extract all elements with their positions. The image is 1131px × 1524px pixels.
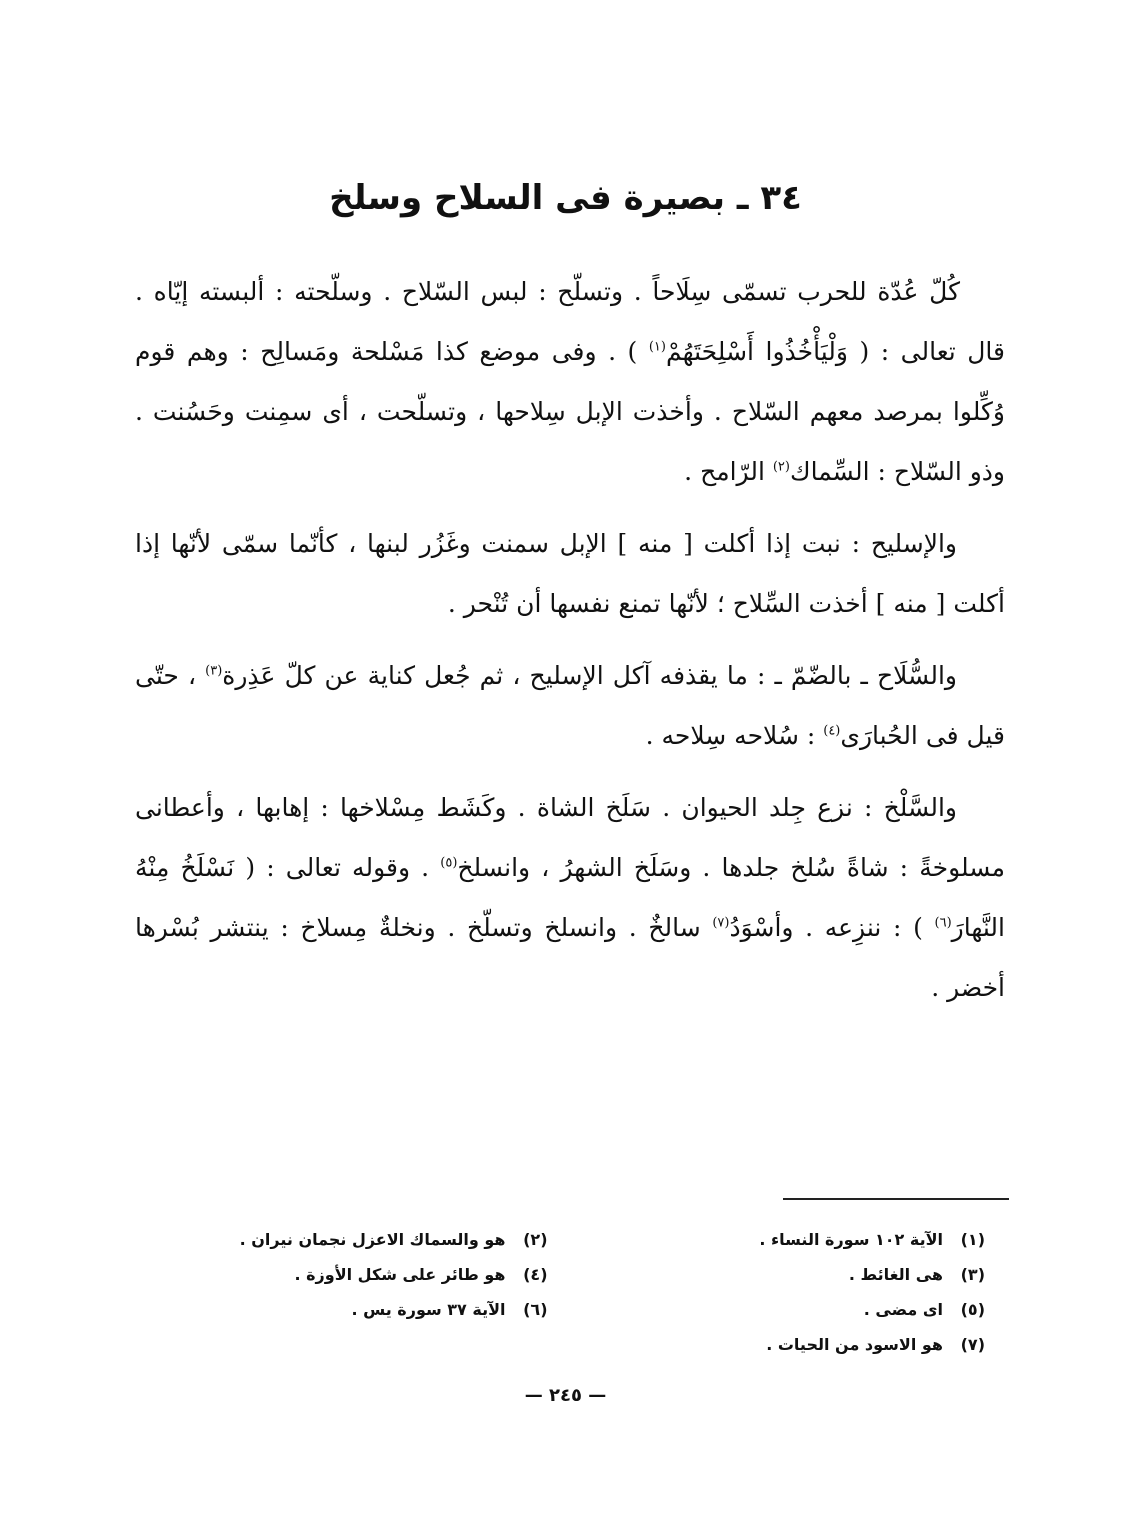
footnote-text: هو طائر على شكل الأوزة . bbox=[294, 1265, 506, 1284]
footnote-text: اى مضى . bbox=[863, 1300, 943, 1319]
footnote-text: هو الاسود من الحيات . bbox=[766, 1335, 943, 1354]
footnote-item bbox=[150, 1292, 548, 1327]
body-paragraph bbox=[135, 262, 1005, 502]
paragraph-text: كُلّ عُدّة للحرب تسمّى سِلَاحاً . وتسلّح : لبس السّلاح . وسلّحته : ألبسته إيّاه . قال تعالى : ( وَلْيَأْخُذُوا أَسْلِحَتَهُمْ bbox=[135, 277, 1005, 366]
footnote-text: الآية ٣٧ سورة يس . bbox=[351, 1300, 506, 1319]
body-paragraph bbox=[135, 514, 1005, 634]
paragraph-text: والسَّلْخ : نزع جِلد الحيوان . سَلَخ الشاة . وكَشَط مِسْلاخها : إهابها ، وأعطانى مسلوخةً : شاةً سُلخ جلدها . وسَلَخ الشهرُ ، وانسلخ bbox=[135, 793, 1005, 882]
footnote-separator bbox=[783, 1198, 1009, 1200]
footnote-reference: (٦) bbox=[934, 915, 952, 931]
footnote-item bbox=[588, 1222, 986, 1257]
footnote-text: الآية ١٠٢ سورة النساء . bbox=[759, 1230, 943, 1249]
paragraph-text: ) : ننزِعه . وأسْوَدُ bbox=[729, 913, 935, 942]
footnote-item bbox=[150, 1222, 548, 1257]
paragraph-text: سالخٌ . وانسلخ وتسلّخ . ونخلةٌ مِسلاخ : ينتشر بُسْرها أخضر . bbox=[135, 913, 1005, 1002]
footnote-reference: (١) bbox=[648, 339, 666, 355]
chapter-title: ٣٤ ـ بصيرة فى السلاح وسلخ bbox=[329, 178, 802, 218]
body-text bbox=[135, 262, 1005, 1030]
footnotes-right-column bbox=[588, 1222, 986, 1362]
paragraph-text: ) . وفى موضع كذا مَسْلحة ومَسالِح : وهم قوم وُكِّلوا بمرصد معهم السّلاح . وأخذت الإبل سِلاحها ، وتسلّحت ، أى سمِنت وحَسُنت . وذو السّلاح : السِّماك bbox=[135, 337, 1005, 486]
footnote-item bbox=[588, 1292, 986, 1327]
footnote-number: (١) bbox=[960, 1230, 985, 1249]
page-number: — ٢٤٥ — bbox=[524, 1385, 607, 1406]
paragraph-text: والإسليح : نبت إذا أكلت [ منه ] الإبل سمنت وغَزُر لبنها ، كأنّما سمّى لأنّها إذا أكلت [ منه ] أخذت السِّلاح ؛ لأنّها تمنع نفسها أن تُنْحر . bbox=[135, 529, 1005, 618]
paragraph-text: . وقوله تعالى : ( نَسْلَخُ مِنْهُ النَّهارَ bbox=[135, 853, 1005, 942]
paragraph-text: ، حتّى قيل فى الحُبارَى bbox=[135, 661, 1005, 750]
footnote-number: (٣) bbox=[960, 1265, 985, 1284]
body-paragraph bbox=[135, 646, 1005, 766]
paragraph-text: الرّامح . bbox=[684, 457, 773, 486]
footnote-reference: (٣) bbox=[205, 663, 223, 679]
footnotes bbox=[150, 1222, 985, 1362]
footnote-number: (٧) bbox=[960, 1335, 985, 1354]
footnote-number: (٦) bbox=[523, 1300, 548, 1319]
footnote-reference: (٢) bbox=[772, 459, 790, 475]
footnote-item bbox=[150, 1257, 548, 1292]
body-paragraph bbox=[135, 778, 1005, 1018]
footnotes-left-column bbox=[150, 1222, 548, 1362]
footnote-item bbox=[588, 1257, 986, 1292]
footnote-number: (٢) bbox=[523, 1230, 548, 1249]
footnote-reference: (٤) bbox=[823, 723, 841, 739]
footnote-item bbox=[588, 1327, 986, 1362]
footnote-reference: (٧) bbox=[712, 915, 730, 931]
footnote-text: هو والسماك الاعزل نجمان نيران . bbox=[239, 1230, 506, 1249]
footnote-text: هى الغائط . bbox=[848, 1265, 943, 1284]
footnote-number: (٤) bbox=[523, 1265, 548, 1284]
footnote-reference: (٥) bbox=[440, 855, 458, 871]
footnote-number: (٥) bbox=[960, 1300, 985, 1319]
paragraph-text: والسُّلَاح ـ بالضّمّ ـ : ما يقذفه آكل الإسليح ، ثم جُعل كناية عن كلّ عَذِرة bbox=[222, 661, 957, 690]
paragraph-text: : سُلاحه سِلاحه . bbox=[645, 721, 824, 750]
